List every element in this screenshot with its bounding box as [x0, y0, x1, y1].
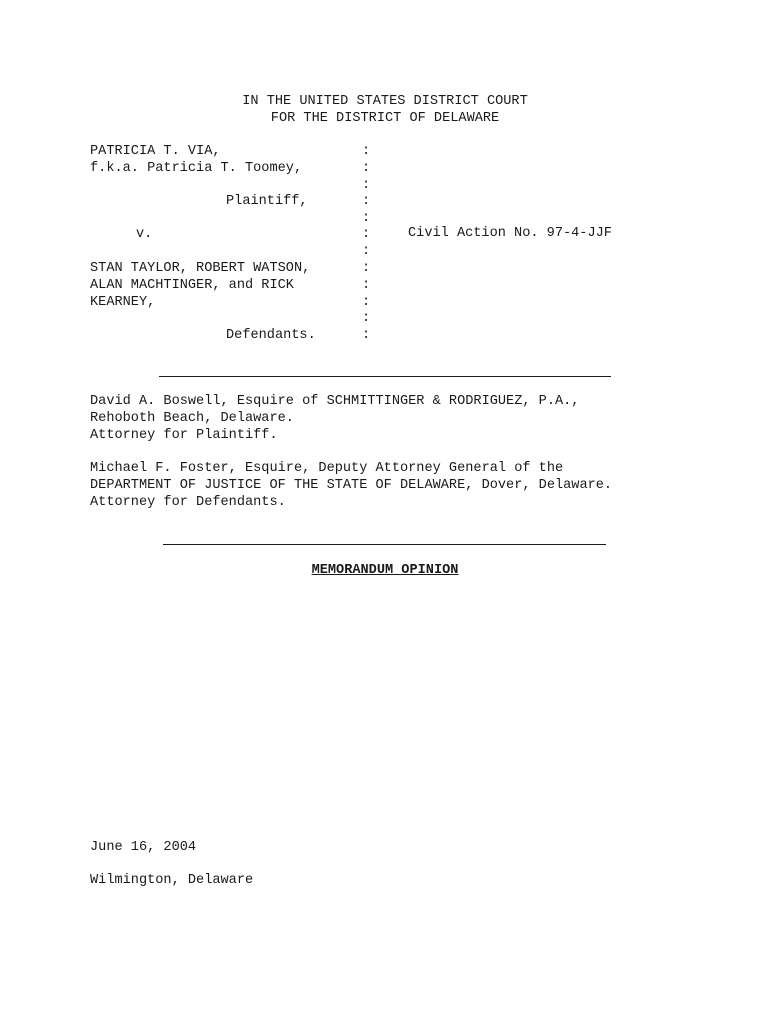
- caption-separator: :: [362, 178, 371, 193]
- court-heading-line2: FOR THE DISTRICT OF DELAWARE: [270, 111, 500, 126]
- opinion-location: Wilmington, Delaware: [90, 873, 254, 888]
- caption-separator: :: [362, 244, 371, 259]
- defendants-line3: KEARNEY,: [90, 295, 156, 310]
- caption-separator: :: [362, 278, 371, 293]
- caption-separator: :: [362, 144, 371, 159]
- court-heading-line1: IN THE UNITED STATES DISTRICT COURT: [242, 94, 528, 109]
- opinion-date: June 16, 2004: [90, 840, 197, 855]
- caption-separator: :: [362, 227, 371, 242]
- plaintiff-counsel-line3: Attorney for Plaintiff.: [90, 428, 278, 443]
- caption-separator: :: [362, 328, 371, 343]
- defendants-role: Defendants.: [226, 328, 316, 343]
- plaintiff-role: Plaintiff,: [226, 194, 308, 209]
- civil-action-number: Civil Action No. 97-4-JJF: [408, 226, 612, 241]
- plaintiff-fka: f.k.a. Patricia T. Toomey,: [90, 161, 303, 176]
- defendants-line1: STAN TAYLOR, ROBERT WATSON,: [90, 261, 311, 276]
- plaintiff-name: PATRICIA T. VIA,: [90, 144, 221, 159]
- caption-separator: :: [362, 295, 371, 310]
- defendant-counsel-line2: DEPARTMENT OF JUSTICE OF THE STATE OF DELAWARE, Dover, Delaware.: [90, 478, 613, 493]
- defendant-counsel-line1: Michael F. Foster, Esquire, Deputy Attorney General of the: [90, 461, 564, 476]
- caption-separator: :: [362, 311, 371, 326]
- plaintiff-counsel-line2: Rehoboth Beach, Delaware.: [90, 411, 294, 426]
- plaintiff-counsel-line1: David A. Boswell, Esquire of SCHMITTINGER & RODRIGUEZ, P.A.,: [90, 394, 580, 409]
- counsel-divider: [163, 544, 606, 545]
- caption-separator: :: [362, 261, 371, 276]
- defendants-line2: ALAN MACHTINGER, and RICK: [90, 278, 294, 293]
- caption-separator: :: [362, 211, 371, 226]
- caption-separator: :: [362, 161, 371, 176]
- caption-divider: [159, 376, 611, 377]
- defendant-counsel-line3: Attorney for Defendants.: [90, 495, 286, 510]
- versus-label: v.: [136, 227, 153, 242]
- caption-separator: :: [362, 194, 371, 209]
- opinion-title: MEMORANDUM OPINION: [311, 563, 459, 578]
